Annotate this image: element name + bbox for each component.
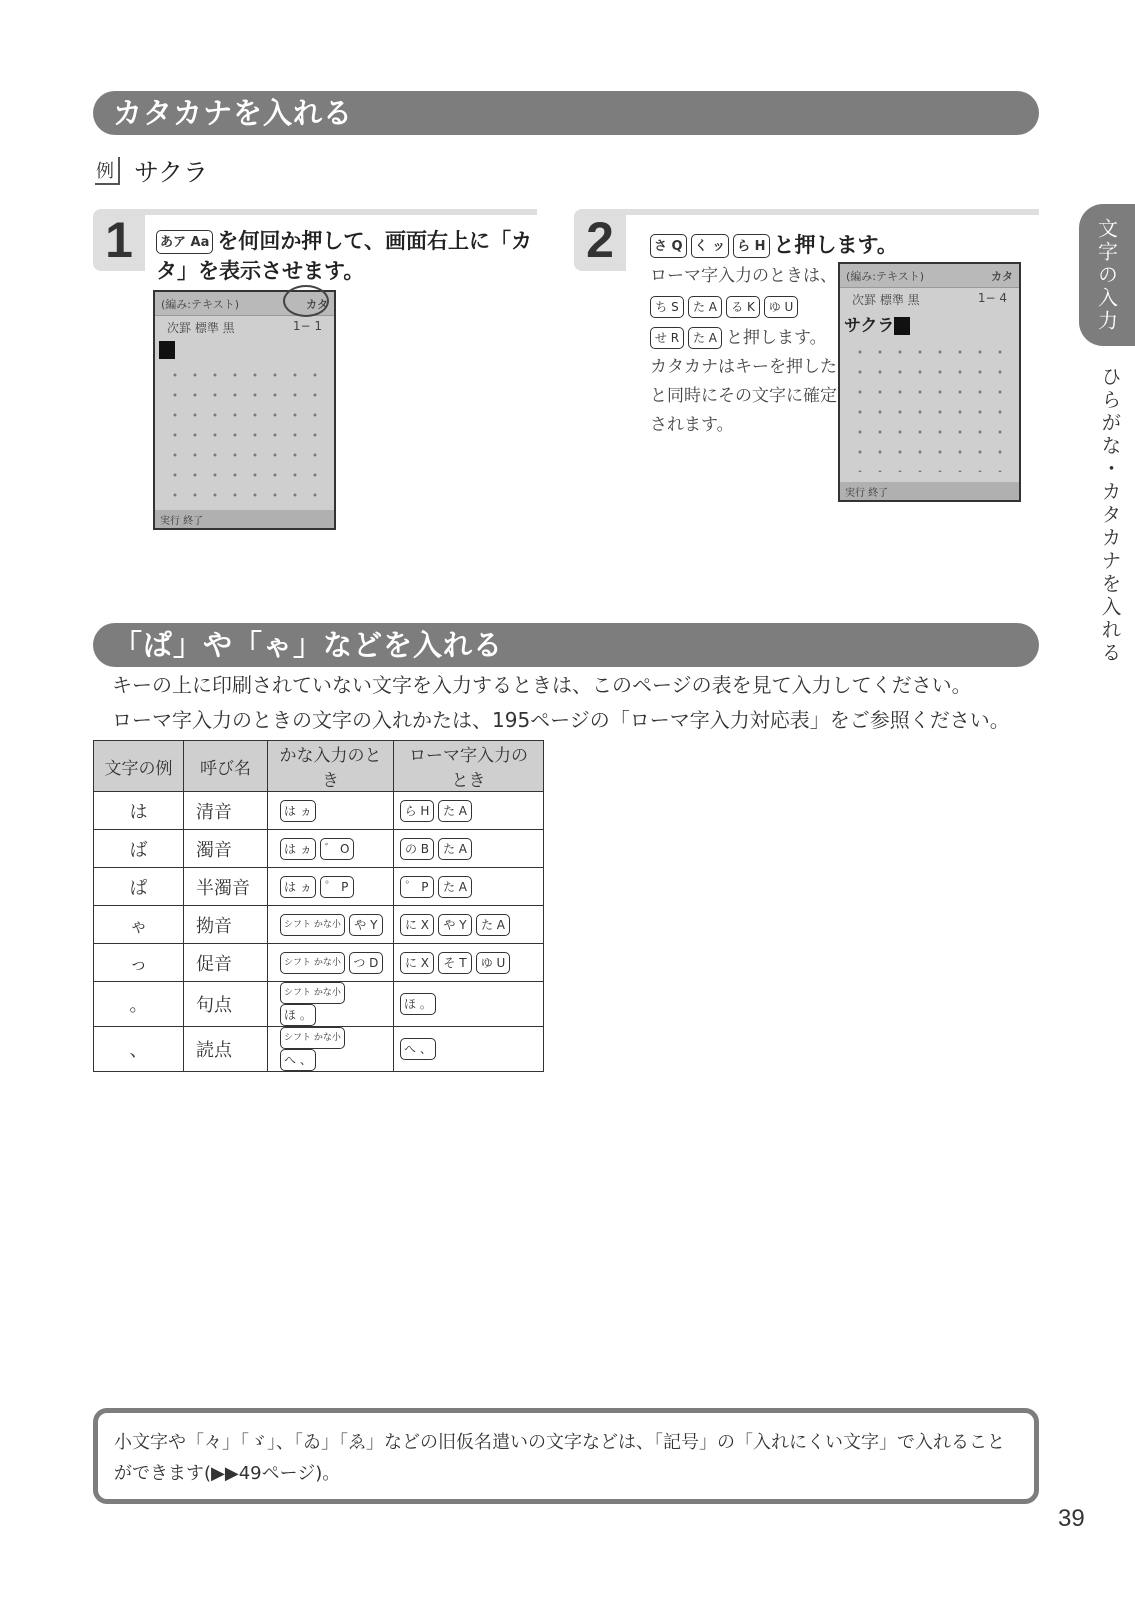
key-yu-u: ゆ U (764, 296, 798, 318)
key-ra-h: ら H (733, 234, 769, 258)
step2-desc-after-keys: と押します。 (726, 328, 827, 348)
note-line-2: ができます(▶▶49ページ)。 (114, 1463, 341, 1484)
section-title-katakana: カタカナを入れる (93, 91, 1039, 135)
key-icon: ゆ U (476, 952, 510, 974)
screen-sub-left: 次罫 標準 黒 (167, 321, 235, 335)
key-icon: へ 、 (280, 1049, 316, 1071)
key-icon: つ D (349, 952, 383, 974)
screen-mode-indicator: カタ (306, 298, 328, 311)
step1-screen (153, 290, 336, 530)
screen-sub-right: 1− 4 (977, 291, 1007, 305)
cell-char: ゃ (94, 906, 184, 944)
example-word: サクラ (134, 158, 209, 187)
cell-name: 句点 (184, 982, 268, 1027)
screen-typed-text: サクラ (844, 316, 895, 336)
key-sa-q: さ Q (650, 234, 687, 258)
key-icon: シフト かな小 (280, 1027, 345, 1049)
key-icon: や Y (438, 914, 472, 936)
step2-rule (626, 209, 1039, 215)
key-icon: は ヵ (280, 876, 316, 898)
intro-line-1: キーの上に印刷されていない文字を入力するときは、このページの表を見て入力してください。 (112, 673, 972, 697)
step1-rule (145, 209, 537, 215)
cell-char: っ (94, 944, 184, 982)
screen-mode-indicator: カタ (991, 270, 1013, 283)
example-label: 例 (95, 157, 120, 185)
key-icon: に X (400, 914, 434, 936)
page-number: 39 (1058, 1505, 1085, 1532)
cell-char: ば (94, 830, 184, 868)
key-icon: ゜ P (400, 876, 434, 898)
table-row (94, 944, 544, 982)
key-icon: ゜ P (320, 876, 354, 898)
step2-instruction (650, 229, 1010, 259)
key-icon: ゛ O (320, 838, 354, 860)
key-icon: ほ 。 (280, 1004, 316, 1026)
key-icon: そ T (438, 952, 472, 974)
screen-grid (165, 365, 324, 515)
table-header: ローマ字入力のとき (394, 741, 544, 792)
cell-kana-keys (268, 906, 394, 944)
cell-char: 。 (94, 982, 184, 1027)
table-row (94, 868, 544, 906)
intro-line-2: ローマ字入力のときの文字の入れかたは、195ページの「ローマ字入力対応表」をご参照ください。 (112, 708, 1010, 732)
key-chi-s: ち S (650, 296, 684, 318)
text-cursor (894, 317, 910, 335)
key-icon: た A (438, 838, 472, 860)
section-title-small-kana: 「ぱ」や「ゃ」などを入れる (93, 623, 1039, 667)
table-header: 呼び名 (184, 741, 268, 792)
cell-romaji-keys (394, 868, 544, 906)
cell-name: 読点 (184, 1027, 268, 1072)
key-icon: に X (400, 952, 434, 974)
screen-footer: 実行 終了 (155, 510, 334, 528)
cell-romaji-keys (394, 830, 544, 868)
cell-romaji-keys (394, 792, 544, 830)
cell-romaji-keys (394, 906, 544, 944)
key-kana-mode: あア Aa (156, 230, 213, 254)
table-header: かな入力のとき (268, 741, 394, 792)
note-line-1: 小文字や「々」「ゞ」、「ゐ」「ゑ」などの旧仮名遣いの文字などは、「記号」の「入れにくい文字」で入れること (114, 1432, 1005, 1453)
step2-number: 2 (574, 209, 626, 271)
chapter-tab: 文字の入力 (1079, 204, 1135, 346)
cell-char: ぱ (94, 868, 184, 906)
cell-kana-keys (268, 982, 394, 1027)
key-icon: は ヵ (280, 838, 316, 860)
cell-kana-keys (268, 868, 394, 906)
step1-text: を何回か押して、画面右上に「カタ」を表示させます。 (156, 229, 532, 283)
step2-description (650, 262, 840, 440)
section2-intro (112, 668, 1010, 738)
screen-head-left: (編み:テキスト) (161, 298, 240, 311)
key-icon: ほ 。 (400, 993, 436, 1015)
key-icon: ら H (400, 800, 434, 822)
table-row (94, 982, 544, 1027)
key-icon: た A (476, 914, 510, 936)
cell-romaji-keys (394, 944, 544, 982)
key-icon: の B (400, 838, 434, 860)
step2-desc-intro: ローマ字入力のときは、 (650, 266, 837, 286)
cell-romaji-keys (394, 982, 544, 1027)
cell-name: 濁音 (184, 830, 268, 868)
key-icon: や Y (349, 914, 383, 936)
key-icon: は ヵ (280, 800, 316, 822)
screen-head-left: (編み:テキスト) (846, 270, 925, 283)
cell-name: 半濁音 (184, 868, 268, 906)
key-icon: へ 、 (400, 1038, 436, 1060)
cell-char: 、 (94, 1027, 184, 1072)
chapter-subtitle: ひらがな・カタカナを入れる (1098, 366, 1122, 665)
step1-instruction (156, 226, 551, 286)
table-row (94, 830, 544, 868)
table-row (94, 1027, 544, 1072)
step2-screen (838, 262, 1021, 502)
example-line (95, 153, 208, 189)
screen-footer: 実行 終了 (840, 482, 1019, 500)
step2-desc-rest: カタカナはキーを押したと同時にその文字に確定されます。 (650, 357, 837, 435)
key-ru-k: る K (726, 296, 760, 318)
cell-kana-keys (268, 792, 394, 830)
key-icon: シフト かな小 (280, 952, 345, 974)
screen-sub-right: 1− 1 (292, 319, 322, 333)
key-se-r: せ R (650, 327, 684, 349)
key-ta-a: た A (688, 296, 722, 318)
key-icon: シフト かな小 (280, 914, 345, 936)
table-row (94, 792, 544, 830)
key-icon: た A (438, 876, 472, 898)
cell-name: 清音 (184, 792, 268, 830)
highlight-circle (283, 285, 329, 317)
cell-romaji-keys (394, 1027, 544, 1072)
key-ta-a-2: た A (688, 327, 722, 349)
text-cursor (159, 341, 175, 359)
cell-name: 拗音 (184, 906, 268, 944)
cell-name: 促音 (184, 944, 268, 982)
cell-char: は (94, 792, 184, 830)
kana-input-table (93, 740, 544, 1072)
step1-number: 1 (93, 209, 145, 271)
key-ku-tsu: く ッ (691, 234, 730, 258)
cell-kana-keys (268, 944, 394, 982)
key-icon: た A (438, 800, 472, 822)
table-header: 文字の例 (94, 741, 184, 792)
table-row (94, 906, 544, 944)
note-box (93, 1408, 1039, 1504)
screen-sub-left: 次罫 標準 黒 (852, 293, 920, 307)
key-icon: シフト かな小 (280, 982, 345, 1004)
cell-kana-keys (268, 1027, 394, 1072)
screen-grid (850, 342, 1009, 472)
step2-text-suffix: と押します。 (773, 233, 898, 257)
cell-kana-keys (268, 830, 394, 868)
